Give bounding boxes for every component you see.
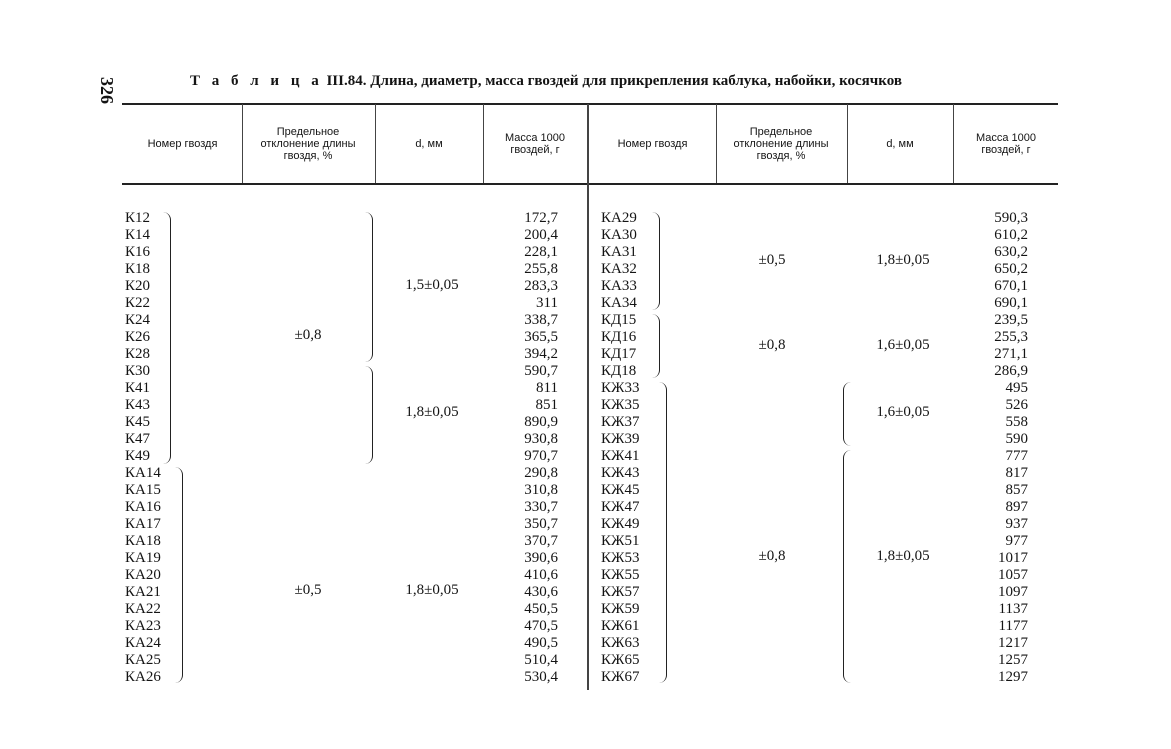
mass-cell: 370,7 (524, 533, 558, 549)
mass-cell: 410,6 (524, 567, 558, 583)
nail-number-cell: КА16 (125, 499, 161, 515)
nail-number-cell: КЖ53 (601, 550, 640, 566)
mass-cell: 630,2 (994, 244, 1028, 260)
nail-number-cell: КЖ43 (601, 465, 640, 481)
nail-number-cell: К24 (125, 312, 151, 328)
nail-number-cell: КА19 (125, 550, 161, 566)
mass-cell: 977 (1005, 533, 1028, 549)
mass-cell: 590 (1005, 431, 1028, 447)
mass-cell: 510,4 (524, 652, 558, 668)
mass-cell: 310,8 (524, 482, 558, 498)
nail-number-cell: К18 (125, 261, 151, 277)
left-number-column (125, 210, 161, 686)
deviation-value: ±0,8 (758, 337, 786, 353)
mass-cell: 228,1 (524, 244, 558, 260)
nail-number-cell: КЖ33 (601, 380, 640, 396)
mass-cell: 286,9 (994, 363, 1028, 379)
mass-cell: 851 (535, 397, 558, 413)
diameter-value: 1,8±0,05 (405, 404, 459, 420)
nail-number-cell: КЖ35 (601, 397, 640, 413)
mass-cell: 470,5 (524, 618, 558, 634)
deviation-value: ±0,8 (294, 327, 322, 343)
mass-cell: 590,7 (524, 363, 558, 379)
diameter-value: 1,8±0,05 (405, 582, 459, 598)
mass-cell: 450,5 (524, 601, 558, 617)
nail-number-cell: КЖ67 (601, 669, 640, 685)
mass-cell: 590,3 (994, 210, 1028, 226)
table-title-label: Т а б л и ц а (190, 73, 323, 89)
right-number-column (601, 210, 639, 686)
center-divider (587, 104, 589, 690)
diameter-value: 1,8±0,05 (876, 252, 930, 268)
mass-cell: 365,5 (524, 329, 558, 345)
nail-number-cell: КЖ57 (601, 584, 640, 600)
nail-number-cell: КА30 (601, 227, 637, 243)
nail-number-cell: КЖ47 (601, 499, 640, 515)
nail-number-cell: КЖ45 (601, 482, 640, 498)
nail-number-cell: КЖ55 (601, 567, 640, 583)
deviation-value: ±0,8 (758, 548, 786, 564)
mass-cell: 271,1 (994, 346, 1028, 362)
header-divider (483, 104, 484, 183)
mass-cell: 897 (1005, 499, 1028, 515)
mass-cell: 172,7 (524, 210, 558, 226)
nail-number-cell: КА25 (125, 652, 161, 668)
nail-number-cell: КД18 (601, 363, 637, 379)
header-divider (953, 104, 954, 183)
diameter-value: 1,8±0,05 (876, 548, 930, 564)
nail-number-cell: К49 (125, 448, 151, 464)
header-bottom-rule (122, 183, 1058, 185)
mass-cell: 930,8 (524, 431, 558, 447)
group-brace (658, 382, 667, 683)
group-brace (651, 314, 660, 378)
mass-cell: 430,6 (524, 584, 558, 600)
nail-number-cell: К43 (125, 397, 151, 413)
header-diameter-left: d, мм (415, 138, 443, 150)
mass-cell: 350,7 (524, 516, 558, 532)
nail-number-cell: К28 (125, 346, 151, 362)
nail-number-cell: КА26 (125, 669, 161, 685)
deviation-value: ±0,5 (758, 252, 786, 268)
nail-number-cell: КЖ39 (601, 431, 640, 447)
nail-number-cell: КЖ51 (601, 533, 640, 549)
mass-cell: 811 (536, 380, 558, 396)
nail-number-cell: К16 (125, 244, 151, 260)
mass-cell: 495 (1005, 380, 1028, 396)
mass-cell: 1297 (998, 669, 1028, 685)
nail-number-cell: КА17 (125, 516, 161, 532)
mass-cell: 200,4 (524, 227, 558, 243)
nail-number-cell: КЖ61 (601, 618, 640, 634)
mass-cell: 1097 (998, 584, 1028, 600)
header-divider (375, 104, 376, 183)
group-brace (174, 467, 183, 683)
nail-number-cell: КА14 (125, 465, 161, 481)
nail-number-cell: КА15 (125, 482, 161, 498)
nail-number-cell: КА33 (601, 278, 637, 294)
mass-cell: 526 (1005, 397, 1028, 413)
nail-number-cell: КА18 (125, 533, 161, 549)
nail-number-cell: КА20 (125, 567, 161, 583)
header-mass-left: Масса 1000 гвоздей, г (504, 132, 566, 156)
nail-number-cell: К47 (125, 431, 151, 447)
mass-cell: 777 (1005, 448, 1028, 464)
table-title-number: III.84. (326, 73, 367, 89)
group-brace (162, 212, 171, 464)
header-number-left: Номер гвоздя (147, 138, 218, 150)
mass-cell: 1257 (998, 652, 1028, 668)
nail-number-cell: К45 (125, 414, 151, 430)
nail-number-cell: К22 (125, 295, 151, 311)
table-title (190, 73, 1070, 90)
nail-number-cell: КД16 (601, 329, 637, 345)
diameter-value: 1,6±0,05 (876, 337, 930, 353)
mass-cell: 530,4 (524, 669, 558, 685)
nail-number-cell: К30 (125, 363, 151, 379)
nail-number-cell: К26 (125, 329, 151, 345)
mass-cell: 290,8 (524, 465, 558, 481)
nail-number-cell: КА21 (125, 584, 161, 600)
right-mass-column (960, 210, 1028, 686)
nail-number-cell: КЖ41 (601, 448, 640, 464)
diameter-value: 1,5±0,05 (405, 277, 459, 293)
table-title-text: Длина, диаметр, масса гвоздей для прикрепления каблука, набойки, косячков (370, 73, 902, 89)
nail-number-cell: КА24 (125, 635, 161, 651)
left-mass-column (490, 210, 558, 686)
header-diameter-right: d, мм (886, 138, 914, 150)
header-number-right: Номер гвоздя (617, 138, 688, 150)
mass-cell: 311 (536, 295, 558, 311)
nail-number-cell: К14 (125, 227, 151, 243)
nail-number-cell: КА23 (125, 618, 161, 634)
group-brace (364, 366, 373, 464)
mass-cell: 1057 (998, 567, 1028, 583)
mass-cell: 490,5 (524, 635, 558, 651)
header-mass-right: Масса 1000 гвоздей, г (975, 132, 1037, 156)
mass-cell: 1137 (998, 601, 1028, 617)
nail-number-cell: КЖ63 (601, 635, 640, 651)
nail-number-cell: КА31 (601, 244, 637, 260)
nail-number-cell: К12 (125, 210, 151, 226)
mass-cell: 330,7 (524, 499, 558, 515)
nail-number-cell: К41 (125, 380, 151, 396)
mass-cell: 255,3 (994, 329, 1028, 345)
page-number: 326 (97, 77, 117, 104)
mass-cell: 650,2 (994, 261, 1028, 277)
mass-cell: 1217 (998, 635, 1028, 651)
nail-number-cell: КА29 (601, 210, 637, 226)
mass-cell: 970,7 (524, 448, 558, 464)
group-brace (843, 450, 852, 683)
table-top-rule (122, 103, 1058, 105)
mass-cell: 283,3 (524, 278, 558, 294)
deviation-value: ±0,5 (294, 582, 322, 598)
nail-number-cell: КД17 (601, 346, 637, 362)
mass-cell: 817 (1005, 465, 1028, 481)
group-brace (843, 382, 852, 446)
nail-number-cell: КЖ49 (601, 516, 640, 532)
group-brace (651, 212, 660, 310)
mass-cell: 610,2 (994, 227, 1028, 243)
mass-cell: 690,1 (994, 295, 1028, 311)
nail-number-cell: КЖ37 (601, 414, 640, 430)
nail-number-cell: КА34 (601, 295, 637, 311)
mass-cell: 394,2 (524, 346, 558, 362)
mass-cell: 390,6 (524, 550, 558, 566)
mass-cell: 239,5 (994, 312, 1028, 328)
group-brace (364, 212, 373, 362)
nail-number-cell: КЖ59 (601, 601, 640, 617)
mass-cell: 255,8 (524, 261, 558, 277)
mass-cell: 857 (1005, 482, 1028, 498)
mass-cell: 670,1 (994, 278, 1028, 294)
nail-number-cell: КА22 (125, 601, 161, 617)
header-deviation-right: Предельное отклонение длины гвоздя, % (733, 126, 829, 162)
mass-cell: 890,9 (524, 414, 558, 430)
header-deviation-left: Предельное отклонение длины гвоздя, % (260, 126, 356, 162)
header-divider (242, 104, 243, 183)
mass-cell: 558 (1005, 414, 1028, 430)
mass-cell: 1017 (998, 550, 1028, 566)
nail-number-cell: КЖ65 (601, 652, 640, 668)
nail-number-cell: КА32 (601, 261, 637, 277)
header-divider (716, 104, 717, 183)
mass-cell: 338,7 (524, 312, 558, 328)
diameter-value: 1,6±0,05 (876, 404, 930, 420)
nail-number-cell: КД15 (601, 312, 637, 328)
mass-cell: 1177 (998, 618, 1028, 634)
mass-cell: 937 (1005, 516, 1028, 532)
nail-number-cell: К20 (125, 278, 151, 294)
header-divider (847, 104, 848, 183)
